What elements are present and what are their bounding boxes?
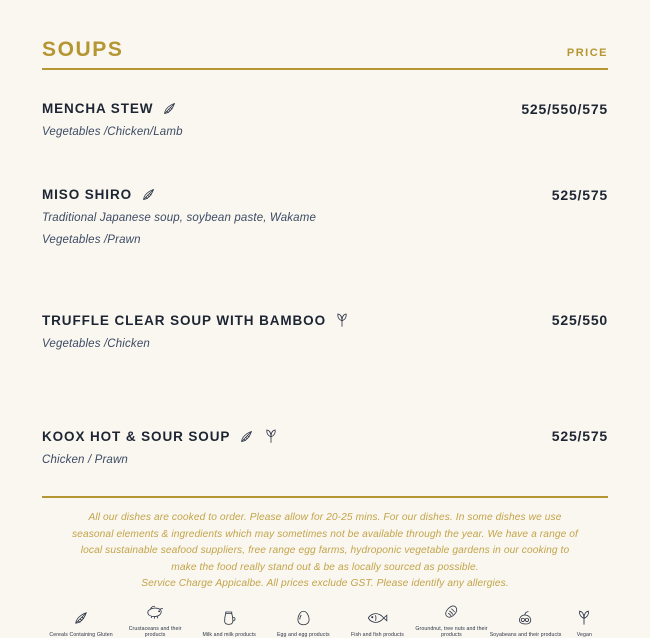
item-price: 525/550 [551,312,608,329]
list-item [42,311,608,354]
legend-item [266,607,340,638]
vegan-leaf-icon [334,311,350,329]
footer-note [42,498,608,593]
legend-label: Cereals Containing Gluten [49,631,113,638]
list-item [42,186,608,250]
footer-note-line: local sustainable seafood suppliers, free range egg farms, hydroponic vegetable gardens in our cooking to [80,545,570,557]
legend-item [44,607,118,638]
item-name: TRUFFLE CLEAR SOUP WITH BAMBOO [42,312,326,328]
gluten-grain-icon [72,607,90,629]
price-column-label: PRICE [566,47,608,59]
list-item [42,100,608,142]
crustacean-shrimp-icon [145,601,165,623]
page-title: SOUPS [42,38,124,61]
list-item [42,427,608,470]
section-header [42,0,608,68]
soybean-icon [516,607,535,629]
footer-note-line: make the food really stand out & be as locally sourced as possible. [171,561,479,573]
gluten-grain-icon [140,186,157,203]
item-name: MISO SHIRO [42,186,133,202]
legend-label: Vegan [576,631,592,638]
legend-label: Fish and fish products [350,631,404,638]
item-name: KOOX HOT & SOUR SOUP [42,428,231,444]
item-description: Vegetables /Chicken [42,338,150,351]
legend-label: Egg and egg products [276,631,330,638]
legend-item [414,601,488,638]
item-description-secondary: Vegetables /Prawn [42,233,141,246]
legend-label: Milk and milk products [202,631,256,638]
legend-label: Crustaceans and their products [128,625,182,638]
vegan-leaf-icon [263,427,279,445]
item-price: 525/575 [551,428,608,445]
item-price: 525/575 [551,186,608,203]
egg-icon [295,607,312,629]
legend-item [192,607,266,638]
item-description: Chicken / Prawn [42,454,128,467]
fish-icon [366,607,388,629]
allergen-legend [42,593,608,638]
menu-items-list [42,70,608,470]
legend-item [118,601,192,638]
peanut-icon [443,601,461,623]
gluten-grain-icon [238,428,255,445]
footer-note-line: All our dishes are cooked to order. Please allow for 20-25 mins. For our dishes. In some dishes we use [88,512,562,524]
legend-item [340,607,414,638]
item-description: Traditional Japanese soup, soybean paste, Wakame [42,211,316,224]
legend-label: Soyabeans and their products [489,631,562,638]
milk-jug-icon [221,607,238,629]
legend-label: Groundnut, tree nuts and their products [415,625,488,638]
item-price: 525/550/575 [521,101,608,117]
item-description: Vegetables /Chicken/Lamb [42,126,183,138]
legend-item [489,607,563,638]
legend-item [563,607,606,638]
item-name: MENCHA STEW [42,101,154,116]
footer-note-line: seasonal elements & ingredients which may sometimes not be available through the year. We have a range of [71,528,578,540]
footer-note-line: Service Charge Appicalbe. All prices exclude GST. Please identify any allergies. [141,578,509,590]
vegan-leaf-icon [576,607,592,629]
gluten-grain-icon [161,100,178,117]
